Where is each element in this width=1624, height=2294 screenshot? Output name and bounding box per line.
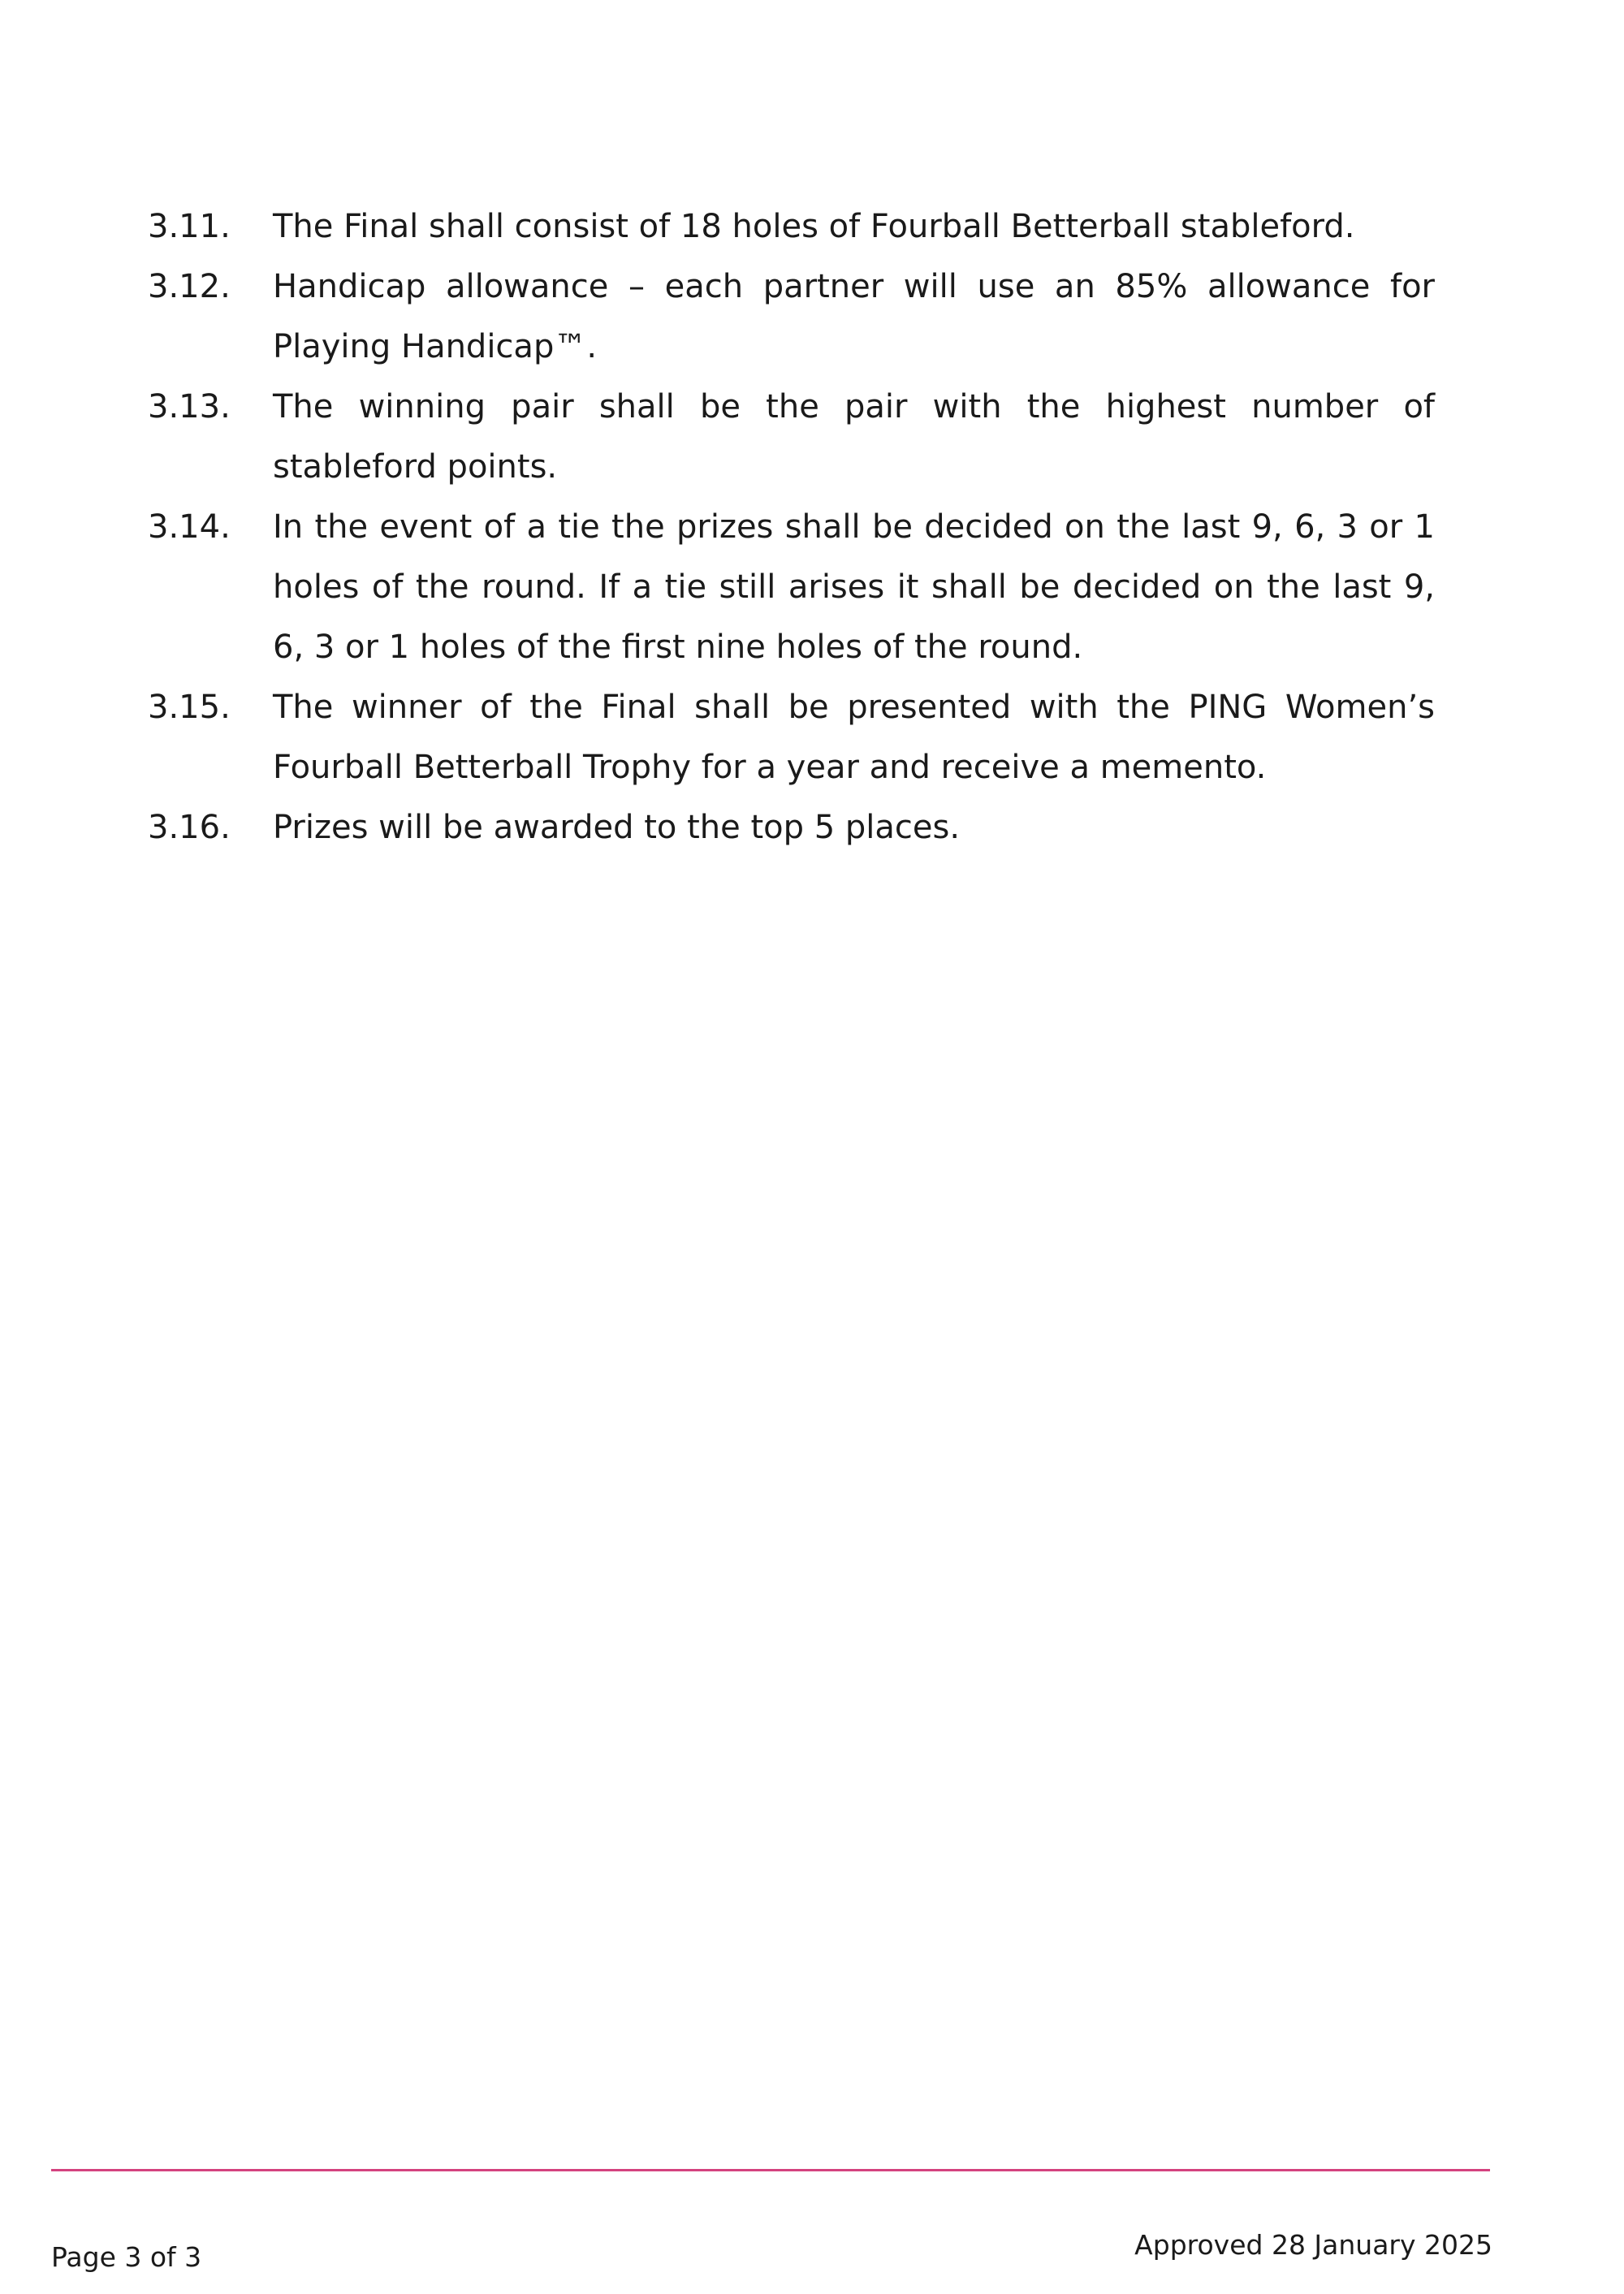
clause-item bbox=[148, 257, 1435, 377]
clause-number: 3.11. bbox=[148, 208, 231, 245]
clause-number: 3.14. bbox=[148, 508, 231, 546]
clause-list bbox=[148, 197, 1435, 858]
page-number: Page 3 of 3 bbox=[51, 2241, 202, 2273]
clause-text: The winner of the Final shall be presented with the PING Women’s Fourball Betterball Trophy for a year and receive a memento. bbox=[273, 689, 1435, 786]
clause-text: In the event of a tie the prizes shall be decided on the last 9, 6, 3 or 1 holes of the round. If a tie still arises it shall be decided on the last 9, 6, 3 or 1 holes of the first nine holes of the round. bbox=[273, 508, 1435, 666]
clause-number: 3.12. bbox=[148, 268, 231, 305]
clause-item bbox=[148, 377, 1435, 497]
clause-text: The winning pair shall be the pair with the highest number of stableford points. bbox=[273, 388, 1435, 486]
clause-text: Handicap allowance – each partner will use an 85% allowance for Playing Handicap™. bbox=[273, 268, 1435, 365]
clause-text: The Final shall consist of 18 holes of Fourball Betterball stableford. bbox=[273, 208, 1355, 245]
footer-divider bbox=[51, 2169, 1490, 2171]
clause-item bbox=[148, 197, 1435, 257]
clause-number: 3.13. bbox=[148, 388, 231, 426]
clause-item bbox=[148, 797, 1435, 858]
clause-number: 3.16. bbox=[148, 809, 231, 846]
approval-date: Approved 28 January 2025 bbox=[1134, 2229, 1492, 2261]
clause-item bbox=[148, 677, 1435, 797]
clause-item bbox=[148, 497, 1435, 677]
clause-text: Prizes will be awarded to the top 5 places. bbox=[273, 809, 961, 846]
clause-number: 3.15. bbox=[148, 689, 231, 726]
